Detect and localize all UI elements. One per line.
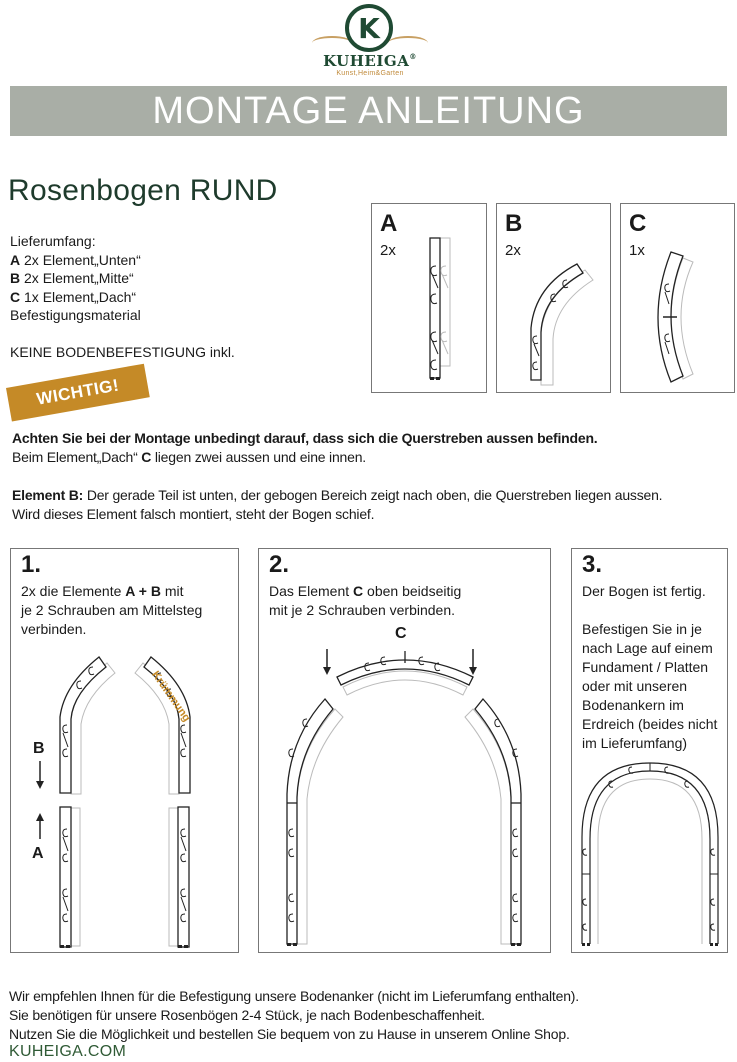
- important-badge: WICHTIG!: [6, 364, 150, 422]
- step-text: mit: [160, 583, 184, 599]
- element-b-line-2: Wird dieses Element falsch montiert, steht der Bogen schief.: [12, 506, 375, 522]
- part-box-c: [620, 203, 735, 393]
- element-b-label: Element B:: [12, 487, 84, 503]
- logo-brand-name: [300, 52, 440, 70]
- element-b-drawing-icon: [497, 204, 612, 394]
- step-text: 2x die Elemente: [21, 583, 126, 599]
- part-box-a: [371, 203, 487, 393]
- step-line: Befestigen Sie in je: [582, 621, 702, 637]
- step-text-bold: A + B: [125, 583, 161, 599]
- no-anchor-note: KEINE BODENBEFESTIGUNG inkl.: [10, 344, 235, 360]
- label-c: C: [395, 625, 407, 642]
- part-count: 2x: [505, 242, 521, 259]
- part-letter: C: [629, 210, 647, 237]
- step-line: Der Bogen ist fertig.: [582, 583, 706, 599]
- scope-text: 2x Element„Mitte“: [20, 270, 134, 286]
- step-3-box: [571, 548, 728, 953]
- important-text: liegen zwei aussen und eine innen.: [151, 449, 366, 465]
- important-text: Beim Element„Dach“: [12, 449, 142, 465]
- scope-letter: C: [10, 288, 21, 305]
- step-text: oben beidseitig: [363, 583, 462, 599]
- element-b-text: Der gerade Teil ist unten, der gebogen Bereich zeigt nach oben, die Querstreben liegen aussen.: [83, 487, 663, 503]
- important-line-1: [12, 429, 598, 448]
- scope-text: 1x Element„Dach“: [20, 288, 137, 305]
- brand-text: KUHEIGA: [323, 52, 410, 70]
- scope-heading: Lieferumfang:: [10, 233, 96, 249]
- logo-monogram-circle: [345, 4, 393, 52]
- logo-swirl-left: [312, 36, 352, 50]
- important-text-bold: Achten Sie bei der Montage unbedingt darauf, dass sich die Querstreben aussen befinden.: [12, 430, 598, 446]
- step-1-diagram-icon: [11, 549, 240, 954]
- part-count: 2x: [380, 242, 396, 259]
- step-line: Bodenankern im: [582, 697, 684, 713]
- scope-extra: Befestigungsmaterial: [10, 307, 141, 323]
- footer-line: Wir empfehlen Ihnen für die Befestigung unsere Bodenanker (nicht im Lieferumfang enthalten).: [9, 988, 579, 1004]
- scope-letter: B: [10, 270, 21, 286]
- scope-item-b: [10, 269, 141, 288]
- label-b: B: [33, 740, 45, 757]
- part-box-b: [496, 203, 611, 393]
- scope-text: 2x Element„Unten“: [20, 251, 141, 268]
- step-line: mit je 2 Schrauben verbinden.: [269, 602, 455, 618]
- scope-item-a: [10, 251, 141, 270]
- scope-letter: A: [10, 251, 21, 268]
- part-letter: A: [380, 210, 398, 237]
- logo-tagline: Kunst,Heim&Garten: [336, 70, 404, 77]
- step-line: Fundament / Platten: [582, 659, 709, 675]
- footer-text: [9, 987, 579, 1044]
- step-number: 3.: [582, 551, 603, 578]
- scope-item-c: [10, 288, 141, 307]
- step-line: oder mit unseren: [582, 678, 688, 694]
- part-count: 1x: [629, 242, 645, 259]
- part-letter: B: [505, 210, 523, 237]
- element-b-note: [12, 486, 662, 524]
- website-link[interactable]: KUHEIGA.COM: [9, 1043, 127, 1060]
- element-c-drawing-icon: [621, 204, 736, 394]
- logo-monogram: K: [358, 12, 380, 45]
- step-text: Das Element: [269, 583, 354, 599]
- step-3-finished-arch-icon: [572, 549, 729, 954]
- step-number: 2.: [269, 551, 290, 578]
- logo-swirl-right: [388, 36, 428, 50]
- important-line-2: [12, 448, 598, 467]
- step-1-box: [10, 548, 239, 953]
- step-line: Erdreich (beides nicht: [582, 716, 718, 732]
- step-number: 1.: [21, 551, 42, 578]
- delivery-scope: [10, 232, 141, 325]
- footer-line: Nutzen Sie die Möglichkeit und bestellen Sie bequem von zu Hause in unserem Online Shop.: [9, 1026, 570, 1042]
- registered-mark: ®: [409, 52, 417, 61]
- footer-line: Sie benötigen für unsere Rosenbögen 2-4 Stück, je nach Bodenbeschaffenheit.: [9, 1007, 485, 1023]
- important-text-bold: C: [141, 449, 152, 465]
- element-a-drawing-icon: [372, 204, 488, 394]
- brand-logo: [300, 0, 440, 85]
- important-note: [12, 429, 598, 467]
- step-line: verbinden.: [21, 621, 87, 637]
- step-text-bold: C: [353, 583, 364, 599]
- title-banner: MONTAGE ANLEITUNG: [10, 86, 727, 136]
- step-line: im Lieferumfang): [582, 735, 688, 751]
- element-b-line-1: [12, 486, 662, 505]
- step-line: nach Lage auf einem: [582, 640, 713, 656]
- curvature-label: Krümmung: [149, 669, 193, 724]
- step-2-box: [258, 548, 551, 953]
- step-2-diagram-icon: [259, 549, 552, 954]
- label-a: A: [32, 845, 44, 862]
- step-line: je 2 Schrauben am Mittelsteg: [21, 602, 203, 618]
- product-title: Rosenbogen RUND: [8, 174, 278, 207]
